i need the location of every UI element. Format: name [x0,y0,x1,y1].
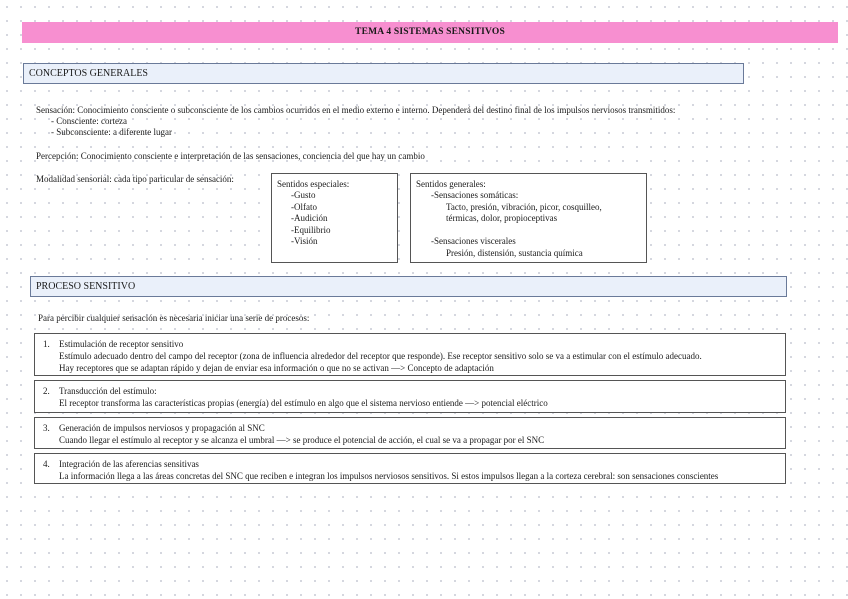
page-title: TEMA 4 SISTEMAS SENSITIVOS [22,22,838,43]
sensacion-text: Sensación: Conocimiento consciente o subconsciente de los cambios ocurridos en el medio externo e interno. Dependerá del destino final de los impulsos nerviosos transmitidos: [36,105,676,115]
step-number: 2. [43,386,50,396]
percepcion-text: Percepción: Conocimiento consciente e interpretación de las sensaciones, conciencia del que hay un cambio [36,151,425,161]
step-title: Estimulación de receptor sensitivo [59,339,184,349]
step-line: Estímulo adecuado dentro del campo del receptor (zona de influencia alrededor del receptor que responde). Ese receptor sensitivo solo se va a estimular con el estímulo adecuado. [59,351,702,361]
step-line: La información llega a las áreas concretas del SNC que reciben e integran los impulsos nerviosos sensitivos. Si estos impulsos llegan a la corteza cerebral: son sensaciones conscientes [59,471,719,481]
sensacion-item-consciente: - Consciente: corteza [51,116,127,126]
step-number: 4. [43,459,50,469]
sentidos-especiales-box [271,173,398,263]
sentido-vision: -Visión [291,236,318,246]
sentidos-generales-title: Sentidos generales: [416,179,486,189]
sentido-gusto: -Gusto [291,190,316,200]
step-title: Integración de las aferencias sensitivas [59,459,199,469]
section-header-conceptos[interactable]: CONCEPTOS GENERALES [23,63,744,84]
step-line: Cuando llegar el estímulo al receptor y se alcanza el umbral —> se produce el potencial de acción, el cual se va a propagar por el SNC [59,435,545,445]
sentidos-especiales-title: Sentidos especiales: [277,179,350,189]
sensaciones-somaticas: -Sensaciones somáticas: [431,190,519,200]
sensaciones-viscerales: -Sensaciones viscerales [431,236,516,246]
step-line: El receptor transforma las características propias (energía) del estímulo en algo que el sistema nervioso entiende —> potencial eléctrico [59,398,548,408]
somaticas-detail-1: Tacto, presión, vibración, picor, cosquilleo, [446,201,602,212]
viscerales-detail: Presión, distensión, sustancia química [446,247,583,258]
step-title: Transducción del estímulo: [59,386,157,396]
proceso-intro: Para percibir cualquier sensación es necesaria iniciar una serie de procesos: [38,313,310,323]
step-title: Generación de impulsos nerviosos y propagación al SNC [59,423,265,433]
section-header-proceso[interactable]: PROCESO SENSITIVO [30,276,787,297]
process-step-2 [34,380,786,413]
sensacion-item-subconsciente: - Subconsciente: a diferente lugar [51,127,172,137]
sentidos-generales-box [410,173,647,263]
process-step-3 [34,417,786,449]
somaticas-detail-2: térmicas, dolor, propioceptivas [446,213,558,223]
step-line: Hay receptores que se adaptan rápido y dejan de enviar esa información o que no se activan —> Concepto de adaptación [59,363,494,373]
step-number: 3. [43,423,50,433]
sentido-audicion: -Audición [291,213,328,223]
modalidad-text: Modalidad sensorial: cada tipo particular de sensación: [36,174,234,184]
process-step-1 [34,333,786,376]
sentido-olfato: -Olfato [291,201,317,212]
sentido-equilibrio: -Equilibrio [291,224,331,235]
process-step-4 [34,453,786,484]
step-number: 1. [43,339,50,349]
